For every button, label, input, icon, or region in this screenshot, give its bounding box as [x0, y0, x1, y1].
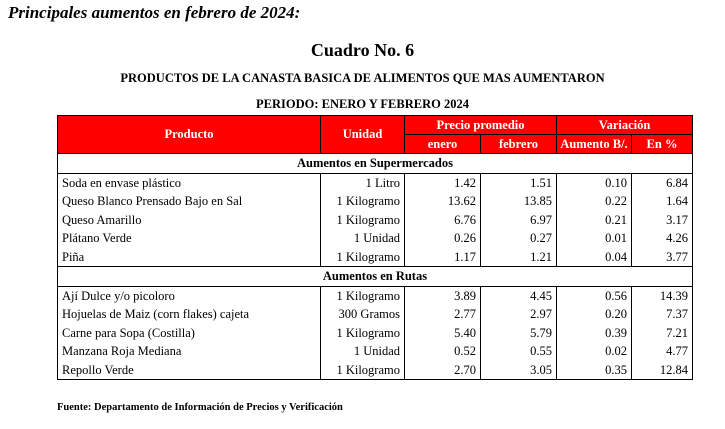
- table-period: PERIODO: ENERO Y FEBRERO 2024: [256, 97, 469, 111]
- cell-pct: 4.26: [632, 229, 693, 248]
- cell-unidad: 1 Unidad: [321, 342, 405, 361]
- cell-pct: 6.84: [632, 173, 693, 192]
- cell-producto: Hojuelas de Maiz (corn flakes) cajeta: [58, 305, 321, 324]
- cell-unidad: 1 Kilogramo: [321, 211, 405, 230]
- header-unidad: Unidad: [321, 116, 405, 154]
- cell-pct: 14.39: [632, 286, 693, 305]
- table-row: [58, 229, 693, 248]
- cell-pct: 7.21: [632, 324, 693, 343]
- table-row: [58, 248, 693, 267]
- cell-pct: 12.84: [632, 361, 693, 380]
- section-label: Aumentos en Rutas: [58, 267, 693, 287]
- table-row: [58, 324, 693, 343]
- table-row: [58, 173, 693, 192]
- cell-aumento: 0.22: [557, 192, 632, 211]
- cell-unidad: 1 Litro: [321, 173, 405, 192]
- section-label: Aumentos en Supermercados: [58, 154, 693, 174]
- table-title: Cuadro No. 6: [310, 40, 415, 60]
- cell-producto: Carne para Sopa (Costilla): [58, 324, 321, 343]
- cell-febrero: 1.51: [481, 173, 557, 192]
- cell-producto: Queso Amarillo: [58, 211, 321, 230]
- cell-febrero: 0.55: [481, 342, 557, 361]
- cell-enero: 0.52: [405, 342, 481, 361]
- cell-producto: Repollo Verde: [58, 361, 321, 380]
- cell-febrero: 2.97: [481, 305, 557, 324]
- cell-enero: 0.26: [405, 229, 481, 248]
- header-producto: Producto: [58, 116, 321, 154]
- table-row: [58, 286, 693, 305]
- cell-aumento: 0.21: [557, 211, 632, 230]
- price-table: [57, 115, 693, 380]
- cell-producto: Manzana Roja Mediana: [58, 342, 321, 361]
- cell-unidad: 300 Gramos: [321, 305, 405, 324]
- cell-febrero: 3.05: [481, 361, 557, 380]
- cell-producto: Soda en envase plástico: [58, 173, 321, 192]
- cell-aumento: 0.39: [557, 324, 632, 343]
- source-note: Fuente: Departamento de Información de Precios y Verificación: [57, 402, 343, 413]
- cell-aumento: 0.01: [557, 229, 632, 248]
- header-aumento: Aumento B/.: [557, 135, 632, 154]
- cell-aumento: 0.10: [557, 173, 632, 192]
- cell-febrero: 4.45: [481, 286, 557, 305]
- table-row: [58, 211, 693, 230]
- cell-enero: 3.89: [405, 286, 481, 305]
- cell-febrero: 5.79: [481, 324, 557, 343]
- cell-pct: 7.37: [632, 305, 693, 324]
- cell-unidad: 1 Kilogramo: [321, 324, 405, 343]
- cell-unidad: 1 Unidad: [321, 229, 405, 248]
- section-row: [58, 267, 693, 287]
- cell-unidad: 1 Kilogramo: [321, 192, 405, 211]
- header-enero: enero: [405, 135, 481, 154]
- cell-aumento: 0.56: [557, 286, 632, 305]
- cell-enero: 2.77: [405, 305, 481, 324]
- header-febrero: febrero: [481, 135, 557, 154]
- cell-pct: 4.77: [632, 342, 693, 361]
- table-row: [58, 361, 693, 380]
- cell-febrero: 0.27: [481, 229, 557, 248]
- cell-febrero: 6.97: [481, 211, 557, 230]
- section-row: [58, 154, 693, 174]
- cell-aumento: 0.35: [557, 361, 632, 380]
- cell-enero: 1.17: [405, 248, 481, 267]
- header-precio-promedio: Precio promedio: [405, 116, 557, 135]
- cell-enero: 2.70: [405, 361, 481, 380]
- cell-pct: 3.17: [632, 211, 693, 230]
- header-en-pct: En %: [632, 135, 693, 154]
- table-row: [58, 342, 693, 361]
- header-variacion: Variación: [557, 116, 693, 135]
- cell-febrero: 13.85: [481, 192, 557, 211]
- cell-enero: 6.76: [405, 211, 481, 230]
- cell-pct: 1.64: [632, 192, 693, 211]
- cell-febrero: 1.21: [481, 248, 557, 267]
- intro-heading: Principales aumentos en febrero de 2024:: [8, 3, 301, 22]
- cell-pct: 3.77: [632, 248, 693, 267]
- cell-aumento: 0.20: [557, 305, 632, 324]
- cell-enero: 13.62: [405, 192, 481, 211]
- cell-producto: Ají Dulce y/o picoloro: [58, 286, 321, 305]
- cell-unidad: 1 Kilogramo: [321, 361, 405, 380]
- cell-producto: Queso Blanco Prensado Bajo en Sal: [58, 192, 321, 211]
- cell-producto: Piña: [58, 248, 321, 267]
- cell-producto: Plátano Verde: [58, 229, 321, 248]
- cell-enero: 1.42: [405, 173, 481, 192]
- table-row: [58, 305, 693, 324]
- cell-unidad: 1 Kilogramo: [321, 248, 405, 267]
- cell-enero: 5.40: [405, 324, 481, 343]
- table-subtitle: PRODUCTOS DE LA CANASTA BASICA DE ALIMENTOS QUE MAS AUMENTARON: [120, 71, 605, 85]
- cell-unidad: 1 Kilogramo: [321, 286, 405, 305]
- table-row: [58, 192, 693, 211]
- cell-aumento: 0.04: [557, 248, 632, 267]
- cell-aumento: 0.02: [557, 342, 632, 361]
